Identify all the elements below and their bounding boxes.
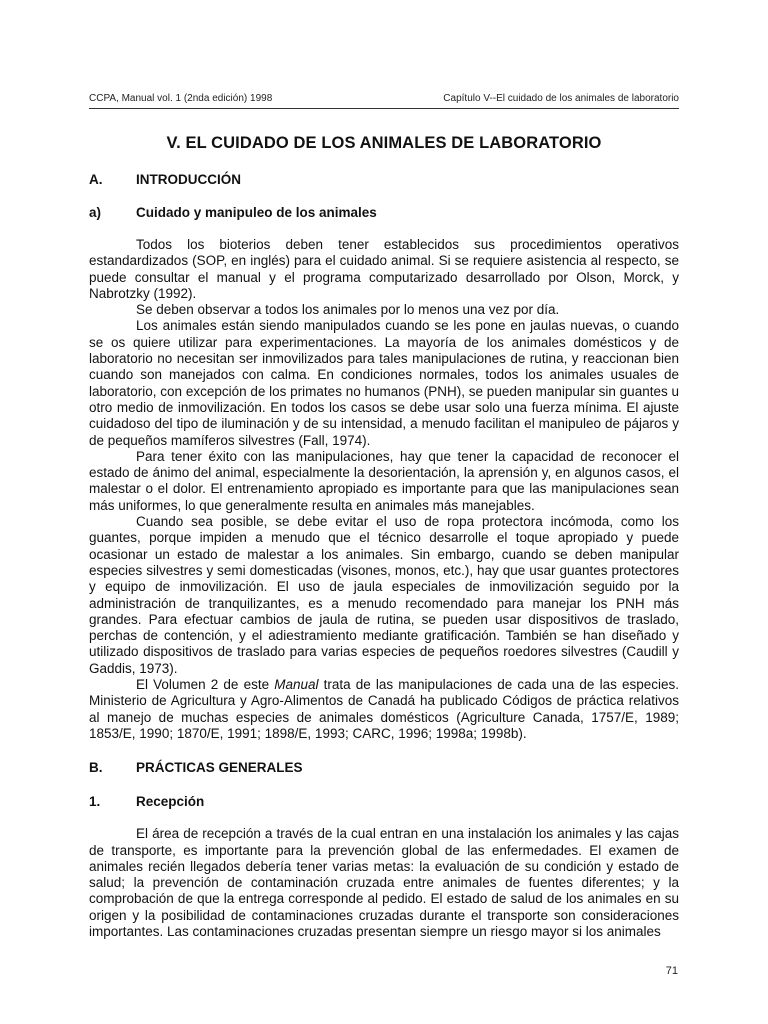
subsection-1-heading: [89, 793, 679, 810]
section-b-title: PRÁCTICAS GENERALES: [136, 760, 303, 776]
paragraph-volume: [89, 677, 679, 742]
page-content: [89, 132, 679, 940]
subsection-a-title: Cuidado y manipuleo de los animales: [136, 205, 377, 220]
text-run: El Volumen 2 de este: [136, 677, 275, 693]
text-run: trata de las manipulaciones de cada una de las especies. Ministerio de Agricultura y Agro-Alimentos de Canadá ha publicado Códigos de práctica relativos al manejo de muchas especies de animales domésticos (Agriculture Canada, 1757/E, 1989; 1853/E, 1990; 1870/E, 1991; 1898/E, 1993; CARC, 1996; 1998a; 1998b).: [89, 677, 679, 741]
paragraph: Todos los bioterios deben tener establecidos sus procedimientos operativos estandardizados (SOP, en inglés) para el cuidado animal. Si se requiere asistencia al respecto, se puede consultar el manual y el programa computarizado desarrollado por Olson, Morck, y Nabrotzky (1992).: [89, 237, 679, 301]
section-b-number: B.: [89, 760, 103, 776]
paragraph: Cuando sea posible, se debe evitar el uso de ropa protectora incómoda, como los guantes, porque impiden a menudo que el técnico desarrolle el toque apropiado y puede ocasionar un estado de malestar a los animales. Sin embargo, cuando se deben manipular especies silvestres y semi domesticadas (visones, monos, etc.), hay que usar guantes protectores y equipo de inmovilización. El uso de jaula especiales de inmovilización seguido por la administración de tranquilizantes, es a menudo recomendado para manejar los PNH más grandes. Para efectuar cambios de jaula de rutina, se pueden usar dispositivos de traslado, perchas de contención, y el adiestramiento mediante gratificación. También se han diseñado y utilizado dispositivos de traslado para varias especies de pequeños roedores silvestres (Caudill y Gaddis, 1973).: [89, 514, 679, 676]
paragraph: Para tener éxito con las manipulaciones, hay que tener la capacidad de reconocer el estado de ánimo del animal, especialmente la desorientación, la aprensión y, en algunos casos, el malestar o el dolor. El entrenamiento apropiado es importante para que las manipulaciones sean más uniformes, lo que generalmente resulta en animales más manejables.: [89, 448, 679, 513]
italic-manual: Manual: [274, 677, 319, 693]
section-a-number: A.: [89, 172, 103, 187]
header-rule: [89, 108, 679, 109]
chapter-title: V. EL CUIDADO DE LOS ANIMALES DE LABORATORIO: [166, 134, 602, 152]
section-a-title: INTRODUCCIÓN: [136, 172, 241, 187]
section-a-heading: [89, 171, 679, 188]
subsection-a-heading: [89, 204, 679, 221]
subsection-1-number: 1.: [89, 794, 101, 810]
section-b-heading: [89, 759, 679, 776]
running-header: [89, 93, 679, 105]
header-right: Capítulo V--El cuidado de los animales de laboratorio: [443, 93, 679, 104]
page-number: 71: [665, 965, 678, 977]
section-a-body: [89, 237, 679, 742]
paragraph: Se deben observar a todos los animales por lo menos una vez por día.: [136, 302, 560, 318]
subsection-a-number: a): [89, 205, 102, 220]
paragraph: Los animales están siendo manipulados cuando se les pone en jaulas nuevas, o cuando se os quiere utilizar para experimentaciones. La mayoría de los animales domésticos y de laboratorio no necesitan ser inmovilizados para tales manipulaciones de rutina, y reaccionan bien cuando son manejados con calma. En condiciones normales, todos los animales usuales de laboratorio, con excepción de los primates no humanos (PNH), se pueden manipular sin guantes u otro medio de inmovilización. En todos los casos se debe usar solo una fuerza mínima. El ajuste cuidadoso del tipo de iluminación y de su intensidad, a menudo facilitan el manipuleo de pájaros y de pequeños mamíferos silvestres (Fall, 1974).: [89, 318, 679, 448]
header-left: CCPA, Manual vol. 1 (2nda edición) 1998: [89, 93, 273, 104]
paragraph: El área de recepción a través de la cual entran en una instalación los animales y las cajas de transporte, es importante para la prevención global de las enfermedades. El examen de animales recién llegados debería tener varias metas: la evaluación de su condición y estado de salud; la prevención de contaminación cruzada entre animales de fuentes diferentes; y la comprobación de que la entrega corresponde al pedido. El estado de salud de los animales en su origen y la posibilidad de contaminaciones cruzadas durante el transporte son consideraciones importantes. Las contaminaciones cruzadas presentan siempre un riesgo mayor si los animales: [89, 826, 679, 939]
subsection-1-title: Recepción: [136, 794, 205, 810]
section-b-body: [89, 826, 679, 940]
